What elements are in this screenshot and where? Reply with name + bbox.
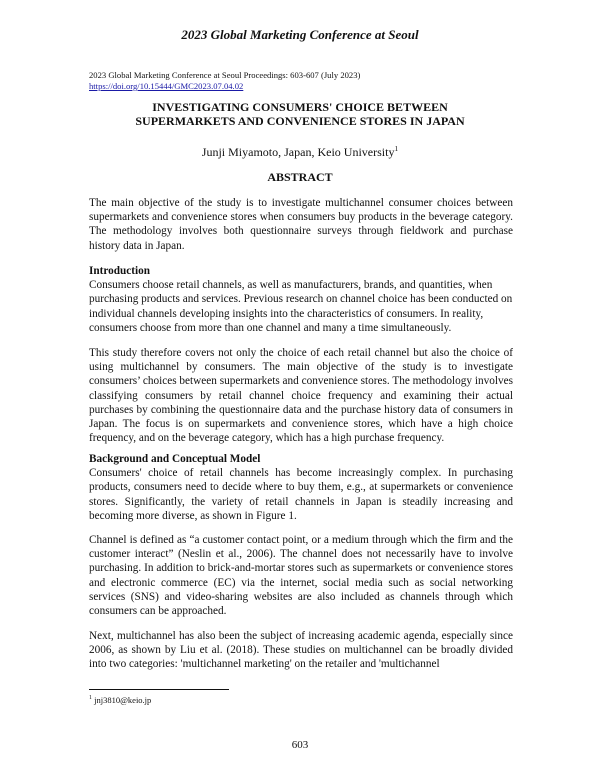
background-paragraph-1: Consumers' choice of retail channels has become increasingly complex. In purchasing products, consumers need to decide where to buy them, e.g., at supermarkets or convenience stores. Significantly, the variety of retail channels in Japan is steadily increasing and becoming more diverse, as shown in Figure 1.	[89, 467, 513, 522]
proceedings-citation: 2023 Global Marketing Conference at Seoul Proceedings: 603-607 (July 2023)	[89, 70, 361, 80]
doi-link[interactable]: https://doi.org/10.15444/GMC2023.07.04.02	[89, 81, 244, 91]
footnote-mark: 1	[89, 695, 92, 702]
page-number: 603	[291, 739, 309, 751]
background-heading: Background and Conceptual Model	[89, 453, 261, 465]
author-name: Junji Miyamoto, Japan, Keio University	[201, 145, 395, 159]
abstract-heading: ABSTRACT	[267, 170, 333, 184]
author-footnote-mark: 1	[394, 144, 399, 153]
conference-header: 2023 Global Marketing Conference at Seoul	[181, 27, 419, 42]
paper-title-line-2: SUPERMARKETS AND CONVENIENCE STORES IN JAPAN	[135, 114, 465, 128]
background-paragraph-3: Next, multichannel has also been the subject of increasing academic agenda, especially since 2006, as shown by Liu et al. (2018). These studies on multichannel can be broadly divided into two categories: 'multichannel marketing' on the retailer and 'multichannel	[89, 630, 513, 671]
paper-title-line-1: INVESTIGATING CONSUMERS' CHOICE BETWEEN	[152, 100, 448, 114]
proceedings-info	[89, 70, 360, 92]
introduction-paragraph-1: Consumers choose retail channels, as well as manufacturers, brands, and quantities, when purchasing products and services. Previous research on channel choice has been conducted on individual channels developing insights into the characteristics of consumers. In reality, consumers choose from more than one channel and many a time simultaneously.	[89, 279, 513, 334]
introduction-paragraph-2: This study therefore covers not only the choice of each retail channel but also the choice of using multichannel by consumers. The main objective of the study is to investigate consumers’ choices between supermarkets and convenience stores. The methodology involves classifying consumers by retail channel choice frequency and examining their actual purchases by combining the questionnaire data and the purchase history data of consumers in Japan. The focus is on supermarkets and convenience stores, which have a high choice frequency, and on the beverage category, which has a high purchase frequency.	[89, 347, 513, 445]
footnote-divider	[89, 689, 229, 690]
introduction-heading: Introduction	[89, 265, 151, 277]
background-section	[89, 452, 513, 523]
introduction-section	[89, 264, 513, 335]
author-line	[0, 145, 600, 160]
abstract-text: The main objective of the study is to investigate multichannel consumer choices between supermarkets and convenience stores when consumers buy products in the beverage category. The methodology involves both questionnaire surveys through fieldwork and purchase history data in Japan.	[89, 197, 513, 252]
background-paragraph-2: Channel is defined as “a customer contact point, or a medium through which the firm and the customer interact” (Neslin et al., 2006). The channel does not necessarily have to involve purchasing. In addition to brick-and-mortar stores such as supermarkets or convenience stores and electronic commerce (EC) via the internet, social media such as social networking services (SNS) and video-sharing websites are also included as channels through which consumers can be approached.	[89, 534, 513, 618]
footnote	[89, 695, 151, 705]
paper-title	[0, 100, 600, 128]
footnote-email: jnj3810@keio.jp	[94, 695, 152, 705]
